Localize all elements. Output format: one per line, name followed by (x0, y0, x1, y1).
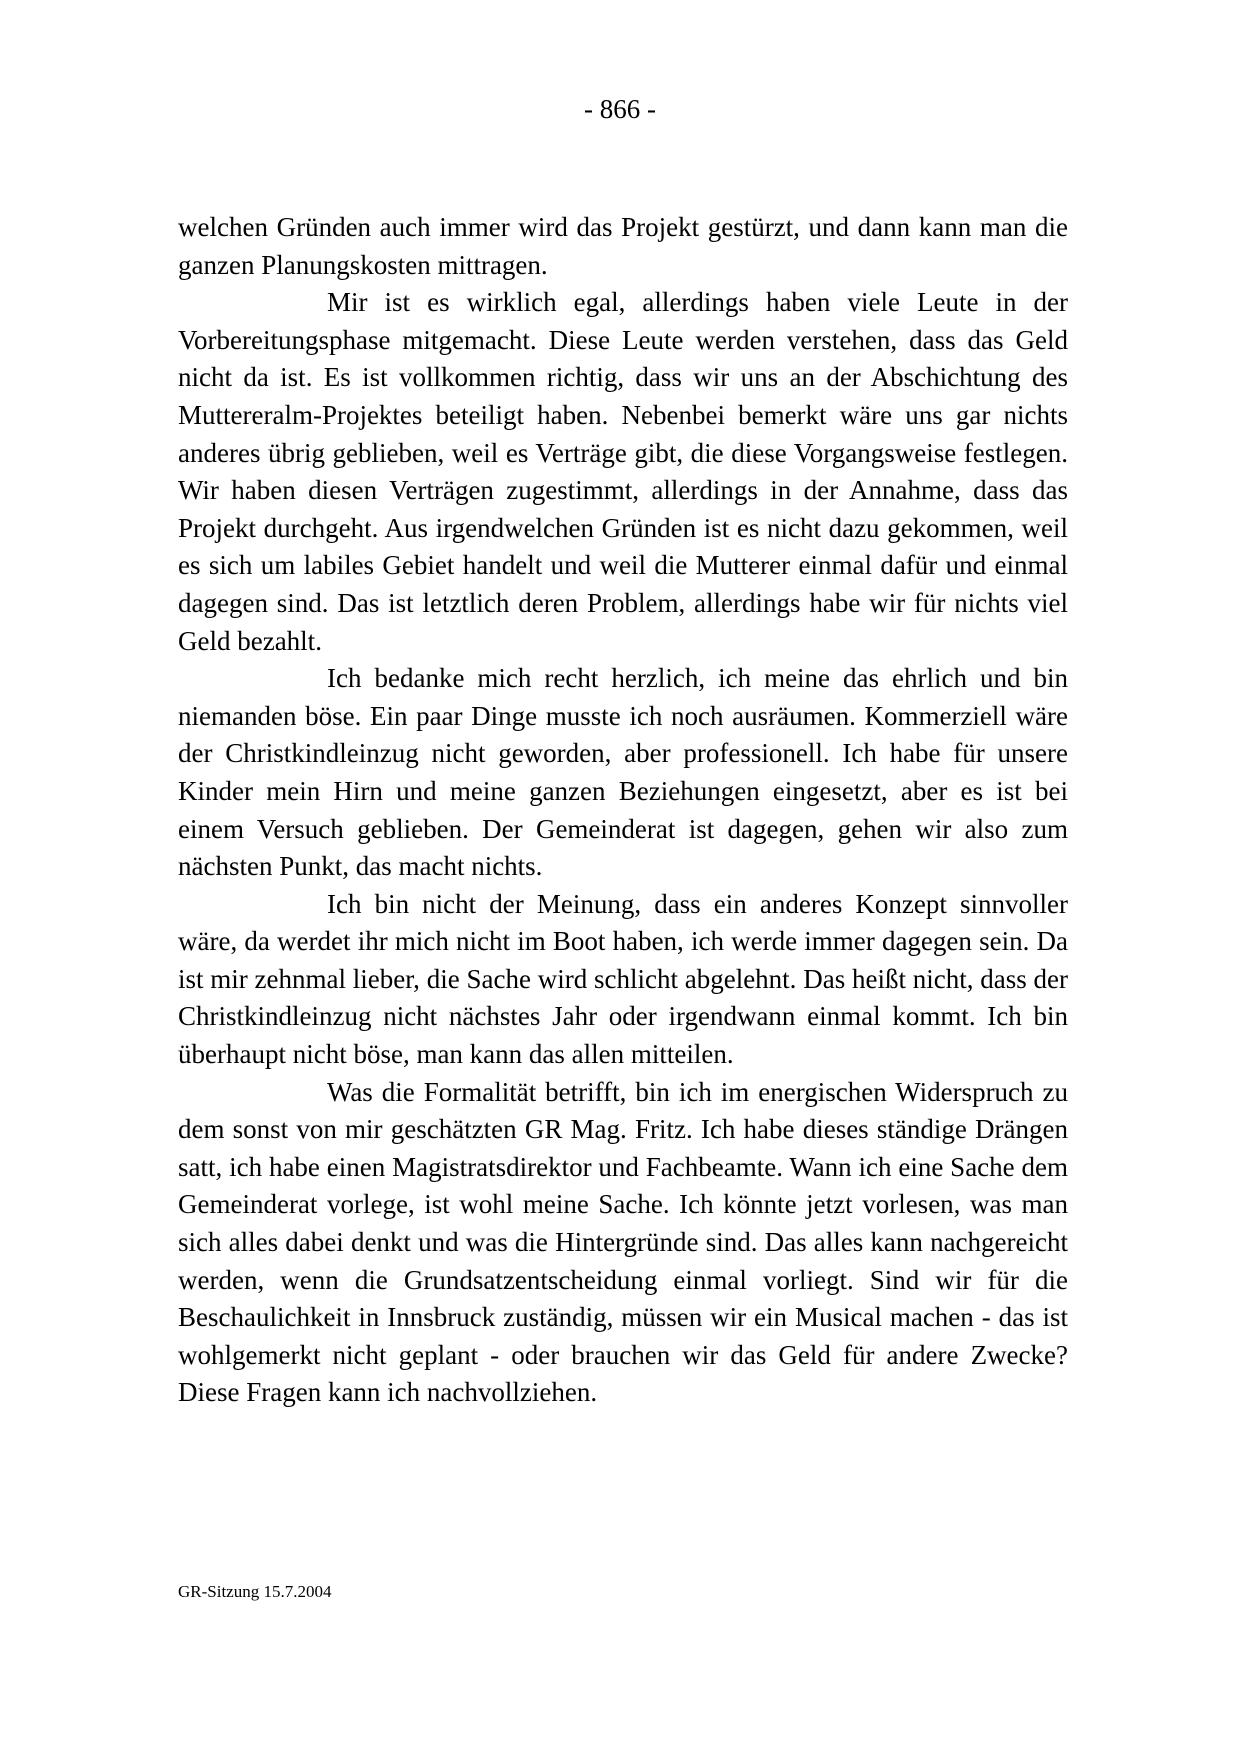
paragraph: Ich bedanke mich recht herzlich, ich meine das ehrlich und bin niemanden böse. Ein paar Dinge musste ich noch ausräumen. Kommerziell wäre der Christkindleinzug nicht geworden, aber professionell. Ich habe für unsere Kinder mein Hirn und meine ganzen Beziehungen eingesetzt, aber es ist bei einem Versuch geblieben. Der Gemeinderat ist dagegen, gehen wir also zum nächsten Punkt, das macht nichts. (178, 663, 1068, 882)
paragraph: Ich bin nicht der Meinung, dass ein anderes Konzept sinnvoller wäre, da werdet ihr mich nicht im Boot haben, ich werde immer dagegen sein. Da ist mir zehnmal lieber, die Sache wird schlicht abgelehnt. Das heißt nicht, dass der Christkindleinzug nicht nächstes Jahr oder irgendwann einmal kommt. Ich bin überhaupt nicht böse, man kann das allen mitteilen. (178, 888, 1068, 1070)
paragraph: Mir ist es wirklich egal, allerdings haben viele Leute in der Vorbereitungsphase mitgemacht. Diese Leute werden verstehen, dass das Geld nicht da ist. Es ist vollkommen richtig, dass wir uns an der Abschichtung des Muttereralm-Projektes beteiligt haben. Nebenbei bemerkt wäre uns gar nichts anderes übrig geblieben, weil es Verträge gibt, die diese Vorgangsweise festlegen. Wir haben diesen Verträgen zugestimmt, allerdings in der Annahme, dass das Projekt durchgeht. Aus irgendwelchen Gründen ist es nicht dazu gekommen, weil es sich um labiles Gebiet handelt und weil die Mutterer einmal dafür und einmal dagegen sind. Das ist letztlich deren Problem, allerdings habe wir für nichts viel Geld bezahlt. (178, 287, 1068, 656)
footer-session-label: GR-Sitzung 15.7.2004 (178, 1582, 332, 1601)
paragraph: Was die Formalität betrifft, bin ich im energischen Widerspruch zu dem sonst von mir geschätzten GR Mag. Fritz. Ich habe dieses ständige Drängen satt, ich habe einen Magistratsdirektor und Fachbeamte. Wann ich eine Sache dem Gemeinderat vorlege, ist wohl meine Sache. Ich könnte jetzt vorlesen, was man sich alles dabei denkt und was die Hintergründe sind. Das alles kann nachgereicht werden, wenn die Grundsatzentscheidung einmal vorliegt. Sind wir für die Beschaulichkeit in Innsbruck zuständig, müssen wir ein Musical machen - das ist wohlgemerkt nicht geplant - oder brauchen wir das Geld für andere Zwecke? Diese Fragen kann ich nachvollziehen. (178, 1076, 1068, 1408)
document-body (178, 209, 1068, 1412)
paragraph-continuation: welchen Gründen auch immer wird das Projekt gestürzt, und dann kann man die ganzen Planungskosten mittragen. (178, 212, 1068, 280)
page-number: - 866 - (584, 94, 656, 124)
